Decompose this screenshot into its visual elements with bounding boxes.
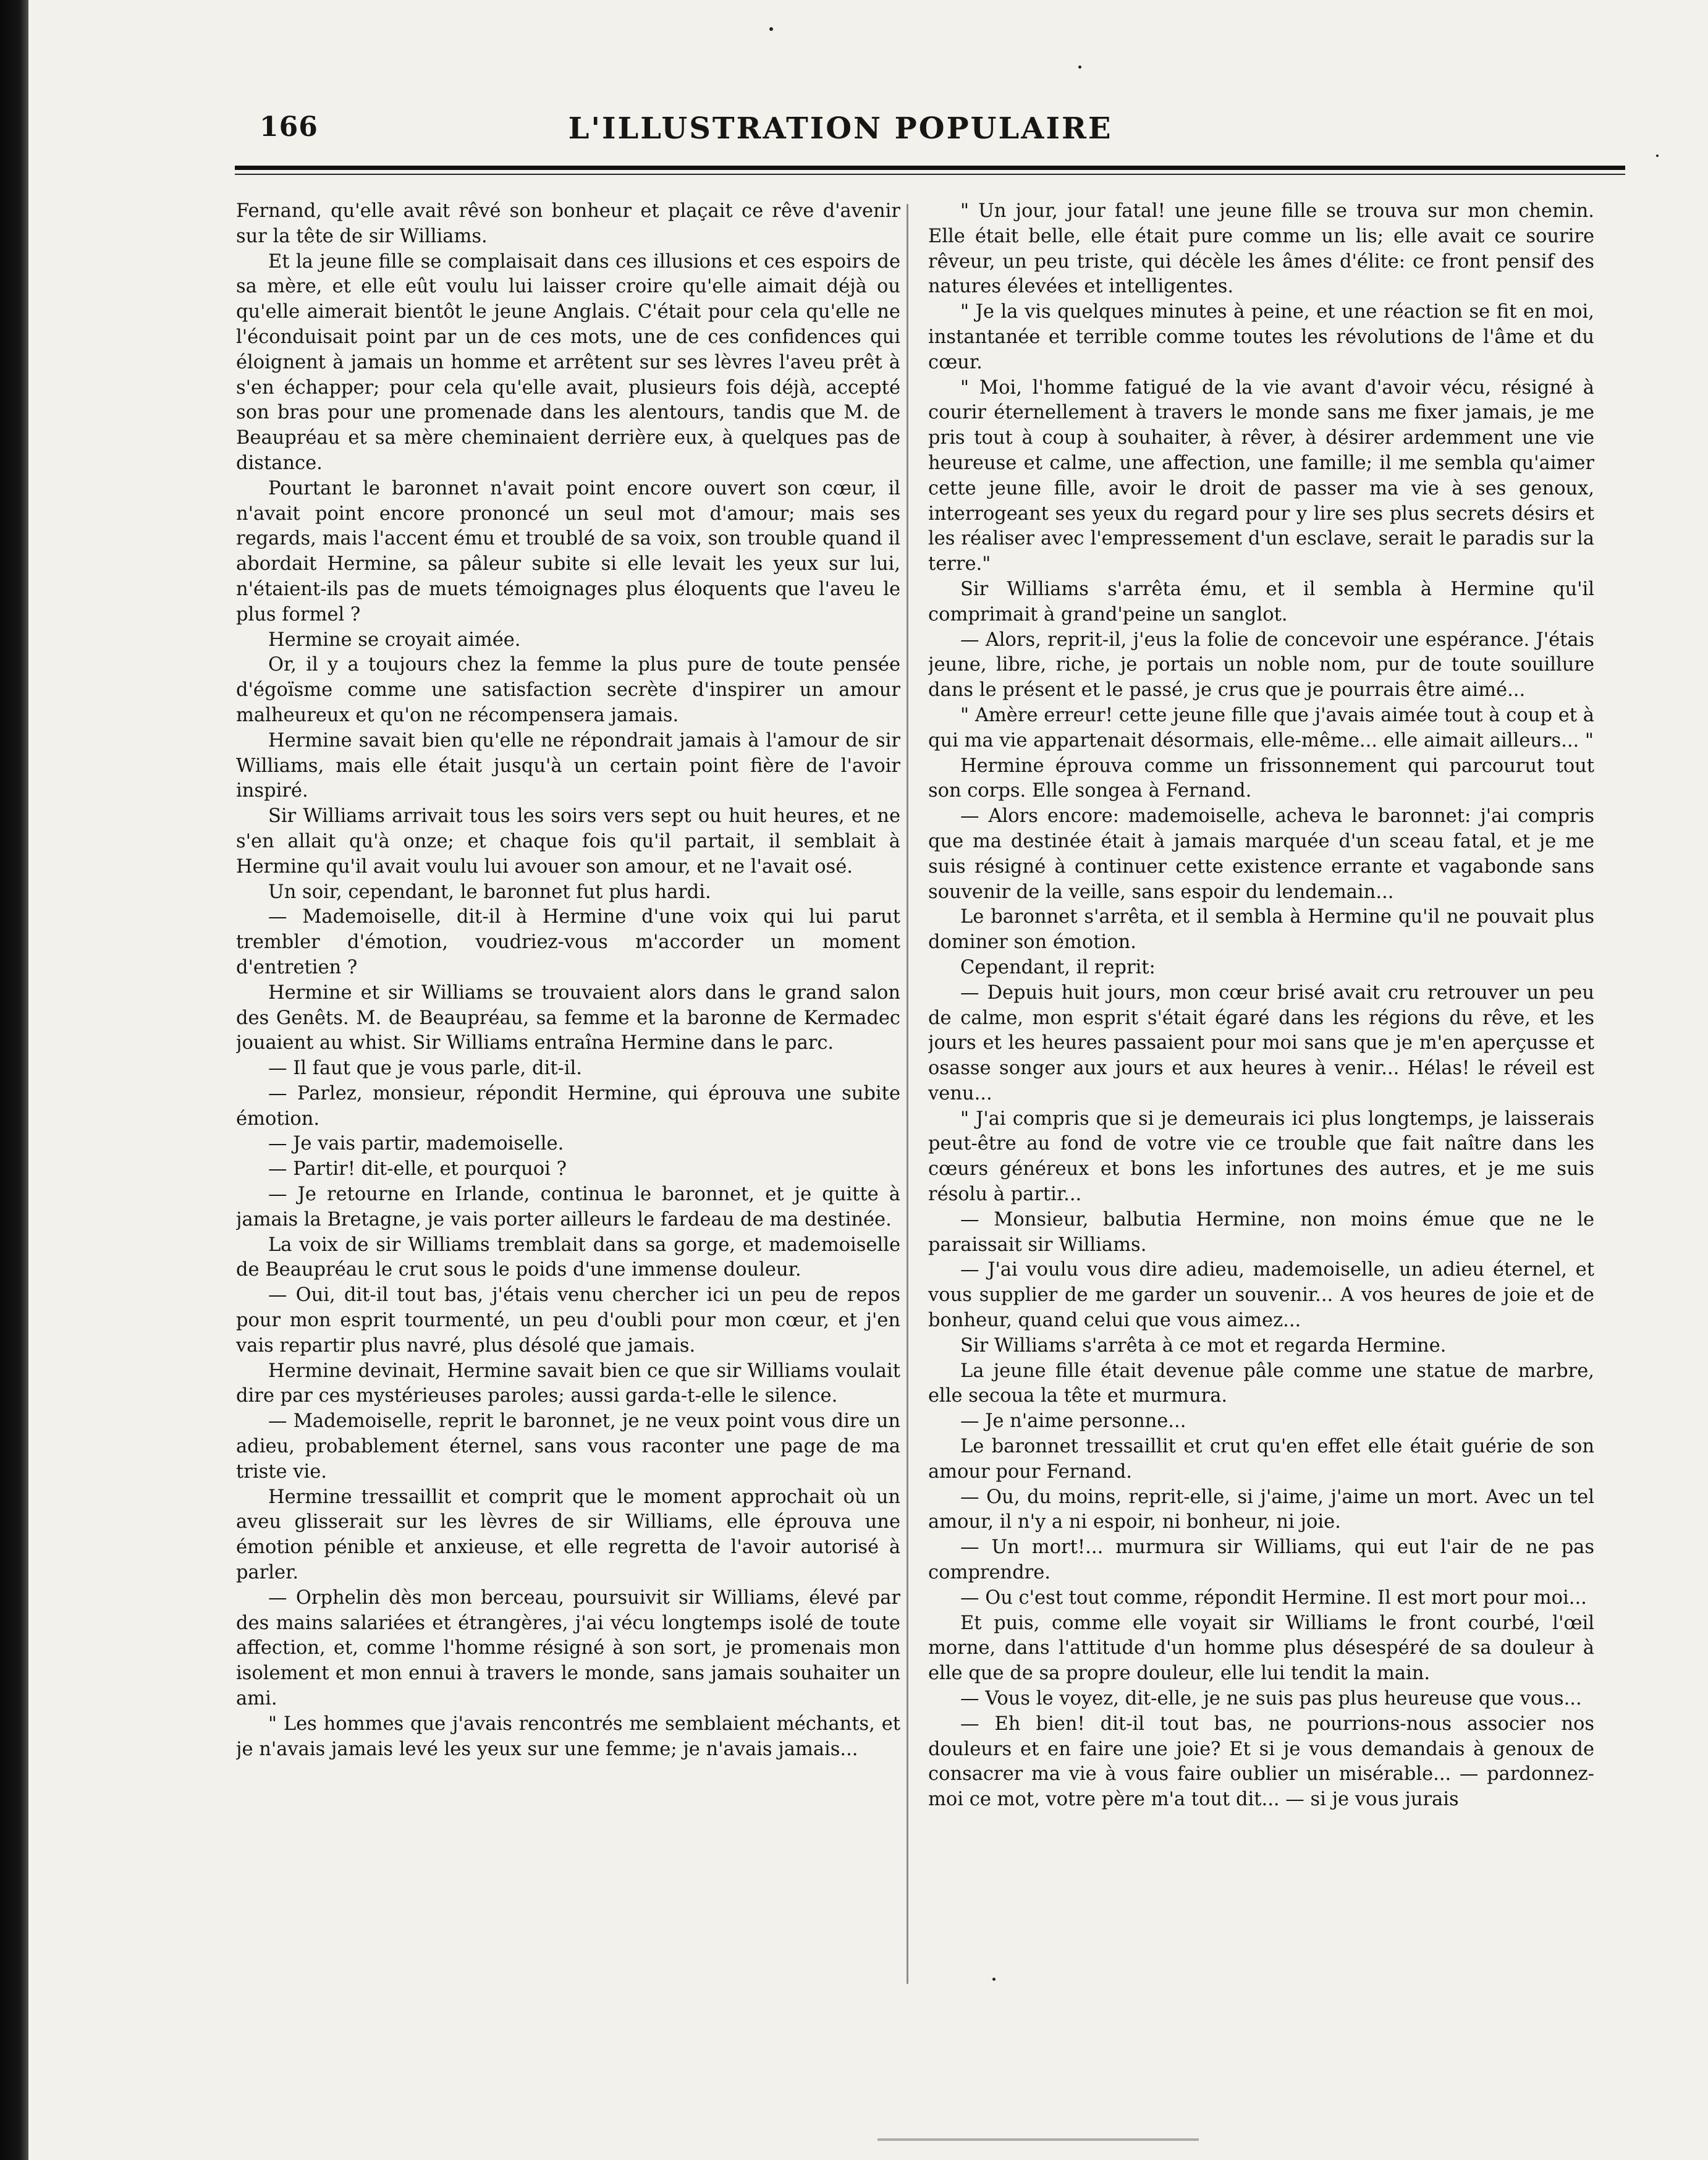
journal-title: L'ILLUSTRATION POPULAIRE xyxy=(568,111,1113,146)
paragraph: Un soir, cependant, le baronnet fut plus hardi. xyxy=(268,881,711,903)
paragraph: " J'ai compris que si je demeurais ici plus longtemps, je laisserais peut-être au fond de votre vie ce trouble que fait naître dans les cœurs généreux et bons les infortunes des autres, et je me suis résolu à partir... xyxy=(928,1108,1594,1206)
header-rule-thin xyxy=(235,174,1625,175)
paragraph: Fernand, qu'elle avait rêvé son bonheur et plaçait ce rêve d'avenir sur la tête de sir Williams. xyxy=(236,200,900,247)
paragraph: Hermine se croyait aimée. xyxy=(268,629,521,651)
paragraph: " Je la vis quelques minutes à peine, et une réaction se fit en moi, instantanée et terrible comme toutes les révolutions de l'âme et du cœur. xyxy=(928,301,1594,373)
paragraph: Sir Williams s'arrêta ému, et il sembla à Hermine qu'il comprimait à grand'peine un sanglot. xyxy=(928,578,1594,625)
print-speck xyxy=(769,27,773,31)
paragraph: — Vous le voyez, dit-elle, je ne suis pas plus heureuse que vous... xyxy=(960,1688,1582,1710)
book-spine-shadow xyxy=(0,0,28,2160)
paragraph: La voix de sir Williams tremblait dans sa gorge, et mademoiselle de Beaupréau le crut sous le poids d'une immense douleur. xyxy=(236,1234,900,1281)
paragraph: Le baronnet s'arrêta, et il sembla à Hermine qu'il ne pouvait plus dominer son émotion. xyxy=(928,906,1594,954)
paragraph: Et puis, comme elle voyait sir Williams le front courbé, l'œil morne, dans l'attitude d'un homme plus désespéré de sa douleur à elle que de sa propre douleur, elle lui tendit la main. xyxy=(928,1612,1594,1685)
paragraph: — Je vais partir, mademoiselle. xyxy=(268,1133,564,1155)
print-speck xyxy=(1656,155,1659,157)
paragraph: " Un jour, jour fatal! une jeune fille se trouva sur mon chemin. Elle était belle, elle était pure comme un lis; elle avait ce sourire rêveur, un peu triste, qui décèle les âmes d'élite: ce front pensif des natures élevées et intelligentes. xyxy=(928,200,1594,298)
paragraph: — Il faut que je vous parle, dit-il. xyxy=(268,1057,582,1080)
paragraph: Hermine savait bien qu'elle ne répondrait jamais à l'amour de sir Williams, mais elle était jusqu'à un certain point fière de l'avoir inspiré. xyxy=(236,729,900,802)
paragraph: — Partir! dit-elle, et pourquoi ? xyxy=(268,1158,567,1180)
paragraph: — Depuis huit jours, mon cœur brisé avait cru retrouver un peu de calme, mon esprit s'était égaré dans les régions du rêve, et les jours et les heures passaient pour moi sans que je m'en aperçusse et osasse songer aux jours et aux heures à venir... Hélas! le réveil est venu... xyxy=(928,981,1594,1104)
paragraph: — Alors encore: mademoiselle, acheva le baronnet: j'ai compris que ma destinée était à jamais marquée d'un sceau fatal, et je me suis résigné à continuer cette existence errante et vagabonde sans souvenir de la veille, sans espoir du lendemain... xyxy=(928,805,1594,903)
paragraph: — Ou, du moins, reprit-elle, si j'aime, j'aime un mort. Avec un tel amour, il n'y a ni espoir, ni bonheur, ni joie. xyxy=(928,1486,1594,1533)
paragraph: — Orphelin dès mon berceau, poursuivit sir Williams, élevé par des mains salariées et étrangères, j'ai vécu longtemps isolé de toute affection, et, comme l'homme résigné à son sort, je promenais mon isolement et mon ennui à travers le monde, sans jamais souhaiter un ami. xyxy=(236,1586,900,1710)
paragraph: Or, il y a toujours chez la femme la plus pure de toute pensée d'égoïsme comme une satisfaction secrète d'inspirer un amour malheureux et qu'on ne récompensera jamais. xyxy=(236,654,900,726)
bottom-smudge xyxy=(877,2138,1199,2141)
header-rule-thick xyxy=(235,166,1625,170)
paragraph: — Mademoiselle, dit-il à Hermine d'une voix qui lui parut trembler d'émotion, voudriez-vous m'accorder un moment d'entretien ? xyxy=(236,906,900,978)
paragraph: — Je n'aime personne... xyxy=(960,1410,1186,1433)
paragraph: " Les hommes que j'avais rencontrés me semblaient méchants, et je n'avais jamais levé les yeux sur une femme; je n'avais jamais... xyxy=(236,1713,900,1760)
paragraph: — Eh bien! dit-il tout bas, ne pourrions-nous associer nos douleurs et en faire une joie? Et si je vous demandais à genoux de consacrer ma vie à vous faire oublier un misérable... — pardonnez-moi ce mot, votre père m'a tout dit... — si je vous jurais xyxy=(928,1713,1594,1811)
paragraph: Le baronnet tressaillit et crut qu'en effet elle était guérie de son amour pour Fernand. xyxy=(928,1436,1594,1483)
column-divider xyxy=(907,204,908,1984)
left-column xyxy=(236,199,900,2084)
right-column xyxy=(928,199,1594,2084)
paragraph: — Je retourne en Irlande, continua le baronnet, et je quitte à jamais la Bretagne, je vais porter ailleurs le fardeau de ma destinée. xyxy=(236,1184,900,1230)
paragraph: La jeune fille était devenue pâle comme une statue de marbre, elle secoua la tête et murmura. xyxy=(928,1360,1594,1407)
paragraph: " Amère erreur! cette jeune fille que j'avais aimée tout à coup et à qui ma vie appartenait désormais, elle-même... elle aimait ailleurs... " xyxy=(928,704,1594,752)
paragraph: Hermine et sir Williams se trouvaient alors dans le grand salon des Genêts. M. de Beaupréau, sa femme et la baronne de Kermadec jouaient au whist. Sir Williams entraîna Hermine dans le parc. xyxy=(236,981,900,1054)
paragraph: Pourtant le baronnet n'avait point encore ouvert son cœur, il n'avait point encore prononcé un seul mot d'amour; mais ses regards, mais l'accent ému et troublé de sa voix, son trouble quand il abordait Hermine, sa pâleur subite si elle levait les yeux sur lui, n'étaient-ils pas de muets témoignages plus éloquents que l'aveu le plus formel ? xyxy=(236,477,900,625)
paragraph: — Oui, dit-il tout bas, j'étais venu chercher ici un peu de repos pour mon esprit tourmenté, un peu d'oubli pour mon cœur, et j'en vais repartir plus navré, plus désolé que jamais. xyxy=(236,1284,900,1357)
paragraph: — Ou c'est tout comme, répondit Hermine. Il est mort pour moi... xyxy=(960,1586,1587,1609)
paragraph: — Parlez, monsieur, répondit Hermine, qui éprouva une subite émotion. xyxy=(236,1082,900,1130)
paragraph: — Un mort!... murmura sir Williams, qui eut l'air de ne pas comprendre. xyxy=(928,1536,1594,1584)
paragraph: Hermine devinait, Hermine savait bien ce que sir Williams voulait dire par ces mystérieuses paroles; aussi garda-t-elle le silence. xyxy=(236,1360,900,1407)
paragraph: Hermine tressaillit et comprit que le moment approchait où un aveu glisserait sur les lèvres de sir Williams, elle éprouva une émotion pénible et anxieuse, et elle regretta de l'avoir autorisé à parler. xyxy=(236,1486,900,1584)
paragraph: — J'ai voulu vous dire adieu, mademoiselle, un adieu éternel, et vous supplier de me garder un souvenir... A vos heures de joie et de bonheur, quand celui que vous aimez... xyxy=(928,1259,1594,1332)
print-speck xyxy=(992,1978,996,1981)
paragraph: — Alors, reprit-il, j'eus la folie de concevoir une espérance. J'étais jeune, libre, riche, je portais un noble nom, pur de toute souillure dans le présent et le passé, je crus que je pourrais être aimé... xyxy=(928,629,1594,701)
paragraph: — Mademoiselle, reprit le baronnet, je ne veux point vous dire un adieu, probablement éternel, sans vous raconter une page de ma triste vie. xyxy=(236,1410,900,1483)
paragraph: Cependant, il reprit: xyxy=(960,956,1156,978)
paragraph: — Monsieur, balbutia Hermine, non moins émue que ne le paraissait sir Williams. xyxy=(928,1208,1594,1256)
paragraph: Hermine éprouva comme un frissonnement qui parcourut tout son corps. Elle songea à Fernand. xyxy=(928,755,1594,802)
paragraph: Sir Williams s'arrêta à ce mot et regarda Hermine. xyxy=(960,1334,1447,1357)
page-number: 166 xyxy=(260,111,318,143)
paragraph: Et la jeune fille se complaisait dans ces illusions et ces espoirs de sa mère, et elle eût voulu lui laisser croire qu'elle aimait déjà ou qu'elle aimerait bientôt le jeune Anglais. C'était pour cela qu'elle ne l'éconduisait point par un de ces mots, une de ces confidences qui éloignent à jamais un homme et arrêtent sur ses lèvres l'aveu prêt à s'en échapper; pour cela qu'elle avait, plusieurs fois déjà, accepté son bras pour une promenade dans les alentours, tandis que M. de Beaupréau et sa mère cheminaient derrière eux, à quelques pas de distance. xyxy=(236,250,900,474)
paragraph: Sir Williams arrivait tous les soirs vers sept ou huit heures, et ne s'en allait qu'à onze; et chaque fois qu'il partait, il semblait à Hermine qu'il avait voulu lui avouer son amour, et ne l'avait osé. xyxy=(236,805,900,878)
paragraph: " Moi, l'homme fatigué de la vie avant d'avoir vécu, résigné à courir éternellement à travers le monde sans me fixer jamais, je me pris tout à coup à souhaiter, à rêver, à désirer ardemment une vie heureuse et calme, une affection, une famille; il me sembla qu'aimer cette jeune fille, avoir le droit de passer ma vie à ses genoux, interrogeant ses yeux du regard pour y lire ses plus secrets désirs et les réaliser avec l'empressement d'un esclave, serait le paradis sur la terre." xyxy=(928,376,1594,575)
print-speck xyxy=(1078,66,1081,69)
page-header xyxy=(260,111,1582,155)
